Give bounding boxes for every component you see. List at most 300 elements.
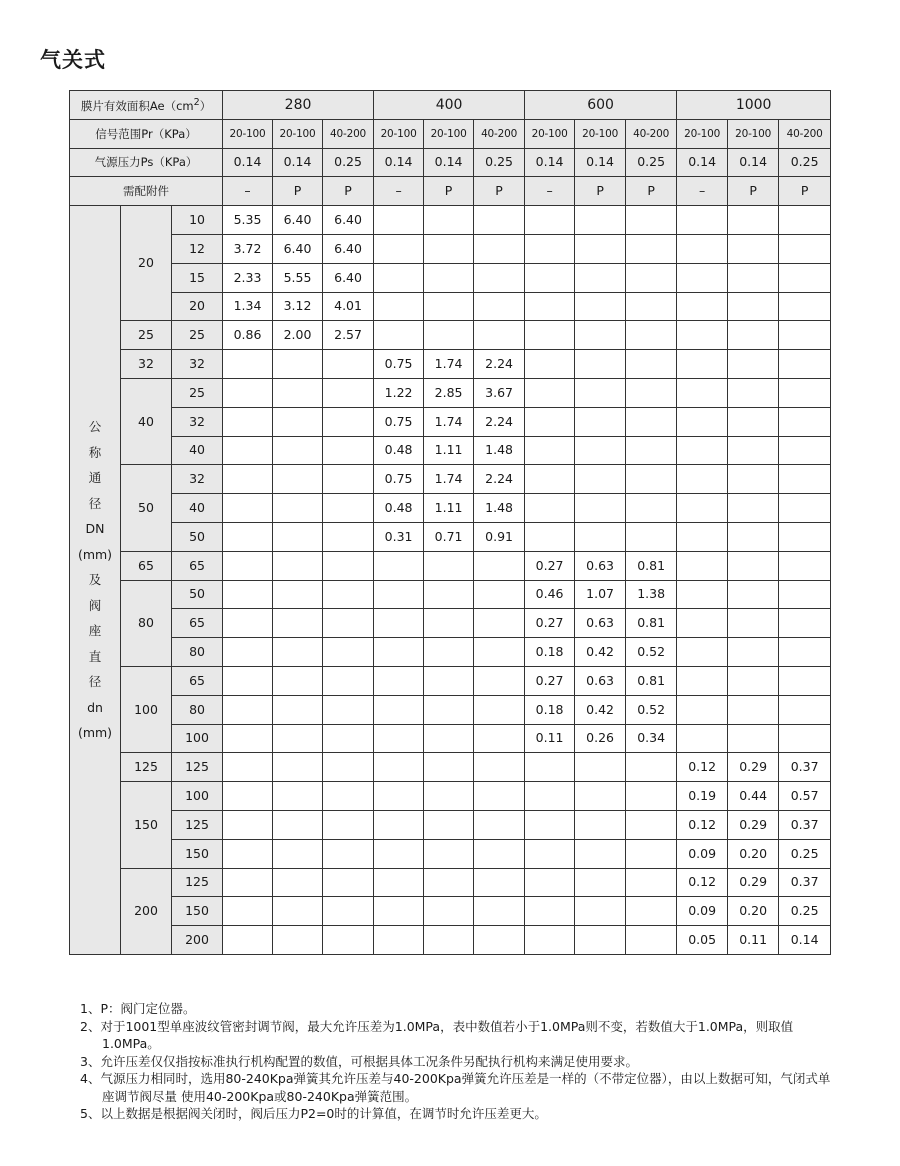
pressure-value-cell — [575, 753, 626, 782]
pressure-value-cell — [474, 263, 525, 292]
pressure-value-cell — [525, 206, 575, 235]
pressure-value-cell — [626, 206, 677, 235]
range-cell-2: 40-200 — [323, 119, 374, 148]
pressure-value-cell — [677, 436, 728, 465]
pressure-value-cell: 0.37 — [779, 810, 831, 839]
pressure-value-cell — [424, 206, 474, 235]
pressure-value-cell — [424, 321, 474, 350]
pressure-value-cell — [424, 292, 474, 321]
pressure-value-cell — [525, 321, 575, 350]
pressure-value-cell — [575, 897, 626, 926]
note-item: 4、气源压力相同时，选用80-240Kpa弹簧其允许压差与40-200Kpa弹簧允许压差是一样的（不带定位器），由以上数据可知，气闭式单座调节阀尽量 使用40-200Kpa或80-240Kpa弹簧范围。 — [80, 1071, 831, 1104]
dn-cell: 32 — [121, 350, 172, 379]
range-cell-8: 40-200 — [626, 119, 677, 148]
pressure-value-cell — [273, 897, 323, 926]
table-row — [70, 494, 831, 523]
pressure-value-cell — [424, 926, 474, 955]
pressure-value-cell: 0.27 — [525, 666, 575, 695]
seat-dn-cell: 20 — [172, 292, 223, 321]
pressure-value-cell: 6.40 — [323, 206, 374, 235]
pressure-value-cell — [323, 810, 374, 839]
pressure-value-cell — [474, 695, 525, 724]
pressure-value-cell — [626, 753, 677, 782]
pressure-value-cell — [728, 494, 779, 523]
pressure-value-cell: 5.55 — [273, 263, 323, 292]
pressure-value-cell — [223, 522, 273, 551]
pressure-value-cell — [525, 897, 575, 926]
pressure-value-cell: 0.27 — [525, 609, 575, 638]
pressure-value-cell: 0.37 — [779, 753, 831, 782]
pressure-value-cell — [575, 234, 626, 263]
pressure-value-cell — [626, 350, 677, 379]
table-row — [70, 810, 831, 839]
pressure-value-cell — [374, 321, 424, 350]
note-item: 5、以上数据是根据阀关闭时，阀后压力P2=0时的计算值，在调节时允许压差更大。 — [80, 1106, 547, 1121]
pressure-value-cell — [374, 753, 424, 782]
range-cell-11: 40-200 — [779, 119, 831, 148]
pressure-value-cell — [677, 350, 728, 379]
range-cell-9: 20-100 — [677, 119, 728, 148]
pressure-value-cell — [626, 494, 677, 523]
dn-cell: 80 — [121, 580, 172, 666]
pressure-value-cell — [424, 897, 474, 926]
pressure-value-cell — [728, 638, 779, 667]
pressure-value-cell — [677, 638, 728, 667]
pressure-value-cell: 1.48 — [474, 436, 525, 465]
pressure-value-cell — [525, 926, 575, 955]
pressure-value-cell — [525, 522, 575, 551]
pressure-value-cell — [424, 810, 474, 839]
pressure-value-cell: 1.48 — [474, 494, 525, 523]
pressure-value-cell — [374, 551, 424, 580]
pressure-value-cell — [223, 465, 273, 494]
seat-dn-cell: 200 — [172, 926, 223, 955]
table-row — [70, 263, 831, 292]
pressure-value-cell: 0.75 — [374, 465, 424, 494]
pressure-value-cell: 2.85 — [424, 378, 474, 407]
area-400: 400 — [374, 91, 525, 120]
pressure-value-cell — [575, 465, 626, 494]
pressure-value-cell — [728, 609, 779, 638]
area-1000: 1000 — [677, 91, 831, 120]
pressure-value-cell — [525, 839, 575, 868]
pressure-value-cell — [223, 350, 273, 379]
pressure-value-cell — [525, 407, 575, 436]
pressure-value-cell — [273, 638, 323, 667]
pressure-value-cell — [374, 868, 424, 897]
table-row — [70, 782, 831, 811]
table-row — [70, 378, 831, 407]
pressure-value-cell — [525, 263, 575, 292]
seat-dn-cell: 100 — [172, 782, 223, 811]
pressure-value-cell — [223, 494, 273, 523]
pressure-value-cell — [424, 724, 474, 753]
seat-dn-cell: 32 — [172, 465, 223, 494]
seat-dn-cell: 32 — [172, 350, 223, 379]
supply-cell-2: 0.25 — [323, 148, 374, 177]
range-cell-5: 40-200 — [474, 119, 525, 148]
accessory-cell-6: – — [525, 177, 575, 206]
supply-cell-9: 0.14 — [677, 148, 728, 177]
pressure-value-cell — [273, 695, 323, 724]
accessory-cell-2: P — [323, 177, 374, 206]
side-label-char: 通 — [88, 470, 102, 486]
pressure-value-cell — [374, 609, 424, 638]
pressure-value-cell — [474, 609, 525, 638]
dn-cell: 25 — [121, 321, 172, 350]
pressure-value-cell: 2.24 — [474, 350, 525, 379]
pressure-value-cell — [779, 263, 831, 292]
side-label-char: dn — [87, 699, 103, 715]
pressure-value-cell — [273, 782, 323, 811]
pressure-value-cell — [223, 868, 273, 897]
pressure-value-cell: 0.31 — [374, 522, 424, 551]
pressure-value-cell — [223, 810, 273, 839]
side-label-char: 及 — [88, 572, 102, 588]
pressure-value-cell — [223, 753, 273, 782]
side-label-char: 直 — [88, 648, 102, 664]
pressure-value-cell — [779, 234, 831, 263]
pressure-value-cell — [474, 810, 525, 839]
pressure-value-cell: 0.11 — [525, 724, 575, 753]
pressure-value-cell — [525, 292, 575, 321]
pressure-value-cell — [677, 321, 728, 350]
pressure-value-cell — [424, 695, 474, 724]
pressure-value-cell — [779, 465, 831, 494]
accessory-cell-11: P — [779, 177, 831, 206]
accessory-cell-8: P — [626, 177, 677, 206]
pressure-value-cell: 1.22 — [374, 378, 424, 407]
pressure-value-cell — [779, 551, 831, 580]
pressure-value-cell — [323, 868, 374, 897]
pressure-value-cell — [374, 839, 424, 868]
pressure-value-cell — [728, 522, 779, 551]
pressure-value-cell — [323, 666, 374, 695]
area-280: 280 — [223, 91, 374, 120]
accessory-cell-10: P — [728, 177, 779, 206]
pressure-value-cell — [575, 263, 626, 292]
side-label-char: 阀 — [88, 597, 102, 613]
dn-cell: 100 — [121, 666, 172, 752]
pressure-value-cell: 0.48 — [374, 436, 424, 465]
pressure-value-cell: 0.86 — [223, 321, 273, 350]
dn-cell: 20 — [121, 206, 172, 321]
pressure-value-cell — [525, 494, 575, 523]
pressure-value-cell — [323, 551, 374, 580]
pressure-value-cell — [374, 897, 424, 926]
supply-label: 气源压力Ps（KPa） — [70, 148, 223, 177]
supply-cell-4: 0.14 — [424, 148, 474, 177]
pressure-value-cell — [779, 378, 831, 407]
seat-dn-cell: 12 — [172, 234, 223, 263]
table-row — [70, 695, 831, 724]
pressure-value-cell — [626, 436, 677, 465]
pressure-value-cell — [223, 782, 273, 811]
pressure-value-cell — [374, 292, 424, 321]
pressure-value-cell — [374, 234, 424, 263]
pressure-value-cell — [424, 782, 474, 811]
pressure-value-cell — [677, 263, 728, 292]
table-row — [70, 522, 831, 551]
pressure-value-cell — [474, 580, 525, 609]
note-item: 1、P：阀门定位器。 — [80, 1001, 196, 1016]
pressure-value-cell — [525, 753, 575, 782]
pressure-value-cell: 0.91 — [474, 522, 525, 551]
table-row — [70, 868, 831, 897]
pressure-value-cell — [626, 810, 677, 839]
table-row — [70, 234, 831, 263]
supply-cell-3: 0.14 — [374, 148, 424, 177]
pressure-value-cell — [575, 378, 626, 407]
pressure-value-cell — [677, 609, 728, 638]
pressure-value-cell — [223, 724, 273, 753]
pressure-value-cell: 4.01 — [323, 292, 374, 321]
note-item: 3、允许压差仅仅指按标准执行机构配置的数值，可根据具体工况条件另配执行机构来满足使用要求。 — [80, 1053, 638, 1069]
pressure-value-cell — [223, 378, 273, 407]
pressure-value-cell — [626, 926, 677, 955]
pressure-value-cell: 6.40 — [323, 263, 374, 292]
pressure-value-cell — [575, 407, 626, 436]
pressure-value-cell — [323, 897, 374, 926]
pressure-value-cell — [374, 782, 424, 811]
pressure-value-cell — [626, 782, 677, 811]
pressure-value-cell — [323, 609, 374, 638]
pressure-value-cell — [424, 609, 474, 638]
pressure-value-cell — [474, 666, 525, 695]
pressure-value-cell: 0.29 — [728, 868, 779, 897]
pressure-value-cell: 0.25 — [779, 897, 831, 926]
pressure-value-cell — [575, 206, 626, 235]
pressure-value-cell — [223, 926, 273, 955]
pressure-value-cell — [728, 263, 779, 292]
pressure-value-cell: 0.29 — [728, 753, 779, 782]
pressure-value-cell — [424, 551, 474, 580]
table-row — [70, 350, 831, 379]
pressure-value-cell — [474, 724, 525, 753]
pressure-value-cell — [779, 638, 831, 667]
pressure-value-cell: 0.75 — [374, 350, 424, 379]
supply-cell-7: 0.14 — [575, 148, 626, 177]
seat-dn-cell: 25 — [172, 321, 223, 350]
supply-cell-0: 0.14 — [223, 148, 273, 177]
pressure-value-cell — [779, 321, 831, 350]
table-row — [70, 580, 831, 609]
pressure-value-cell: 0.44 — [728, 782, 779, 811]
pressure-value-cell — [273, 436, 323, 465]
pressure-value-cell — [626, 234, 677, 263]
pressure-value-cell: 3.12 — [273, 292, 323, 321]
accessory-cell-4: P — [424, 177, 474, 206]
pressure-value-cell — [223, 407, 273, 436]
pressure-value-cell — [525, 234, 575, 263]
pressure-value-cell — [424, 666, 474, 695]
pressure-value-cell — [474, 292, 525, 321]
seat-dn-cell: 65 — [172, 551, 223, 580]
pressure-value-cell — [273, 350, 323, 379]
pressure-value-cell — [575, 926, 626, 955]
pressure-value-cell — [323, 695, 374, 724]
pressure-value-cell: 0.71 — [424, 522, 474, 551]
side-label-char: 座 — [88, 623, 102, 639]
pressure-value-cell — [323, 494, 374, 523]
table-row — [70, 638, 831, 667]
pressure-value-cell — [575, 292, 626, 321]
pressure-value-cell: 0.42 — [575, 695, 626, 724]
pressure-value-cell — [273, 926, 323, 955]
pressure-value-cell — [223, 695, 273, 724]
seat-dn-cell: 10 — [172, 206, 223, 235]
pressure-value-cell: 2.33 — [223, 263, 273, 292]
supply-cell-5: 0.25 — [474, 148, 525, 177]
pressure-value-cell: 0.34 — [626, 724, 677, 753]
pressure-value-cell — [626, 378, 677, 407]
pressure-value-cell — [273, 666, 323, 695]
seat-dn-cell: 25 — [172, 378, 223, 407]
seat-dn-cell: 80 — [172, 695, 223, 724]
pressure-value-cell — [779, 436, 831, 465]
pressure-value-cell — [273, 407, 323, 436]
accessory-cell-0: – — [223, 177, 273, 206]
pressure-value-cell — [223, 551, 273, 580]
side-label-char: 称 — [88, 444, 102, 460]
pressure-value-cell — [728, 695, 779, 724]
header-row-area — [70, 91, 831, 120]
pressure-value-cell — [575, 522, 626, 551]
pressure-value-cell: 2.24 — [474, 465, 525, 494]
pressure-value-cell — [525, 378, 575, 407]
pressure-value-cell — [626, 292, 677, 321]
pressure-value-cell — [575, 810, 626, 839]
pressure-value-cell: 6.40 — [273, 206, 323, 235]
pressure-value-cell — [374, 695, 424, 724]
pressure-value-cell — [779, 666, 831, 695]
pressure-value-cell — [677, 407, 728, 436]
pressure-value-cell: 0.27 — [525, 551, 575, 580]
pressure-value-cell — [474, 868, 525, 897]
pressure-value-cell — [677, 724, 728, 753]
pressure-value-cell — [575, 494, 626, 523]
pressure-value-cell: 1.74 — [424, 350, 474, 379]
page-title: 气关式 — [40, 48, 106, 72]
pressure-value-cell — [626, 465, 677, 494]
pressure-value-cell: 2.00 — [273, 321, 323, 350]
pressure-value-cell — [273, 551, 323, 580]
supply-cell-8: 0.25 — [626, 148, 677, 177]
pressure-value-cell — [525, 810, 575, 839]
pressure-value-cell — [525, 350, 575, 379]
pressure-value-cell: 2.24 — [474, 407, 525, 436]
pressure-value-cell — [474, 782, 525, 811]
pressure-value-cell — [779, 724, 831, 753]
pressure-value-cell — [728, 321, 779, 350]
pressure-value-cell — [273, 494, 323, 523]
pressure-value-cell — [626, 522, 677, 551]
pressure-value-cell — [779, 206, 831, 235]
pressure-value-cell — [273, 465, 323, 494]
pressure-value-cell: 0.37 — [779, 868, 831, 897]
area-label: 膜片有效面积$Ae(cm^2)$ — [70, 91, 223, 120]
pressure-value-cell: 0.19 — [677, 782, 728, 811]
pressure-value-cell — [677, 378, 728, 407]
dn-cell: 40 — [121, 378, 172, 464]
header-row-range — [70, 119, 831, 148]
pressure-value-cell: 0.09 — [677, 897, 728, 926]
table-row — [70, 753, 831, 782]
seat-dn-cell: 80 — [172, 638, 223, 667]
pressure-value-cell — [223, 638, 273, 667]
pressure-value-cell — [323, 724, 374, 753]
pressure-value-cell — [779, 522, 831, 551]
pressure-value-cell — [474, 206, 525, 235]
pressure-value-cell: 0.26 — [575, 724, 626, 753]
pressure-value-cell — [424, 638, 474, 667]
seat-dn-cell: 40 — [172, 494, 223, 523]
pressure-value-cell — [474, 926, 525, 955]
pressure-value-cell: 0.12 — [677, 868, 728, 897]
pressure-value-cell — [728, 292, 779, 321]
pressure-value-cell — [374, 580, 424, 609]
area-600: 600 — [525, 91, 677, 120]
pressure-value-cell — [626, 897, 677, 926]
table-row — [70, 465, 831, 494]
side-label-char: (mm) — [77, 725, 113, 741]
pressure-value-cell — [728, 666, 779, 695]
side-label-char: DN — [85, 521, 105, 537]
pressure-value-cell: 0.18 — [525, 695, 575, 724]
pressure-value-cell — [323, 465, 374, 494]
pressure-value-cell — [323, 580, 374, 609]
table-row — [70, 206, 831, 235]
pressure-value-cell — [728, 551, 779, 580]
pressure-value-cell — [323, 782, 374, 811]
pressure-value-cell — [677, 666, 728, 695]
accessory-cell-1: P — [273, 177, 323, 206]
pressure-value-cell — [374, 263, 424, 292]
pressure-value-cell: 3.67 — [474, 378, 525, 407]
pressure-value-cell — [374, 666, 424, 695]
pressure-value-cell: 0.05 — [677, 926, 728, 955]
seat-dn-cell: 125 — [172, 810, 223, 839]
pressure-value-cell: 0.11 — [728, 926, 779, 955]
pressure-value-cell — [223, 580, 273, 609]
table-row — [70, 897, 831, 926]
pressure-value-cell — [474, 753, 525, 782]
pressure-value-cell — [374, 724, 424, 753]
pressure-value-cell — [223, 897, 273, 926]
pressure-value-cell — [575, 321, 626, 350]
notes — [80, 1000, 840, 1123]
pressure-value-cell — [779, 292, 831, 321]
pressure-value-cell — [323, 350, 374, 379]
pressure-value-cell — [728, 378, 779, 407]
pressure-value-cell: 6.40 — [273, 234, 323, 263]
pressure-value-cell — [575, 350, 626, 379]
pressure-value-cell: 1.07 — [575, 580, 626, 609]
pressure-value-cell — [575, 782, 626, 811]
pressure-value-cell: 6.40 — [323, 234, 374, 263]
seat-dn-cell: 65 — [172, 666, 223, 695]
side-label-char: 径 — [88, 674, 102, 690]
pressure-value-cell — [728, 407, 779, 436]
pressure-value-cell — [626, 263, 677, 292]
pressure-value-cell — [575, 868, 626, 897]
pressure-value-cell — [273, 839, 323, 868]
dn-cell: 50 — [121, 465, 172, 551]
note-item: 2、对于1001型单座波纹管密封调节阀，最大允许压差为1.0MPa，表中数值若小于1.0MPa则不变，若数值大于1.0MPa，则取值1.0MPa。 — [80, 1018, 794, 1051]
pressure-value-cell — [474, 638, 525, 667]
pressure-value-cell — [323, 378, 374, 407]
dn-cell: 125 — [121, 753, 172, 782]
